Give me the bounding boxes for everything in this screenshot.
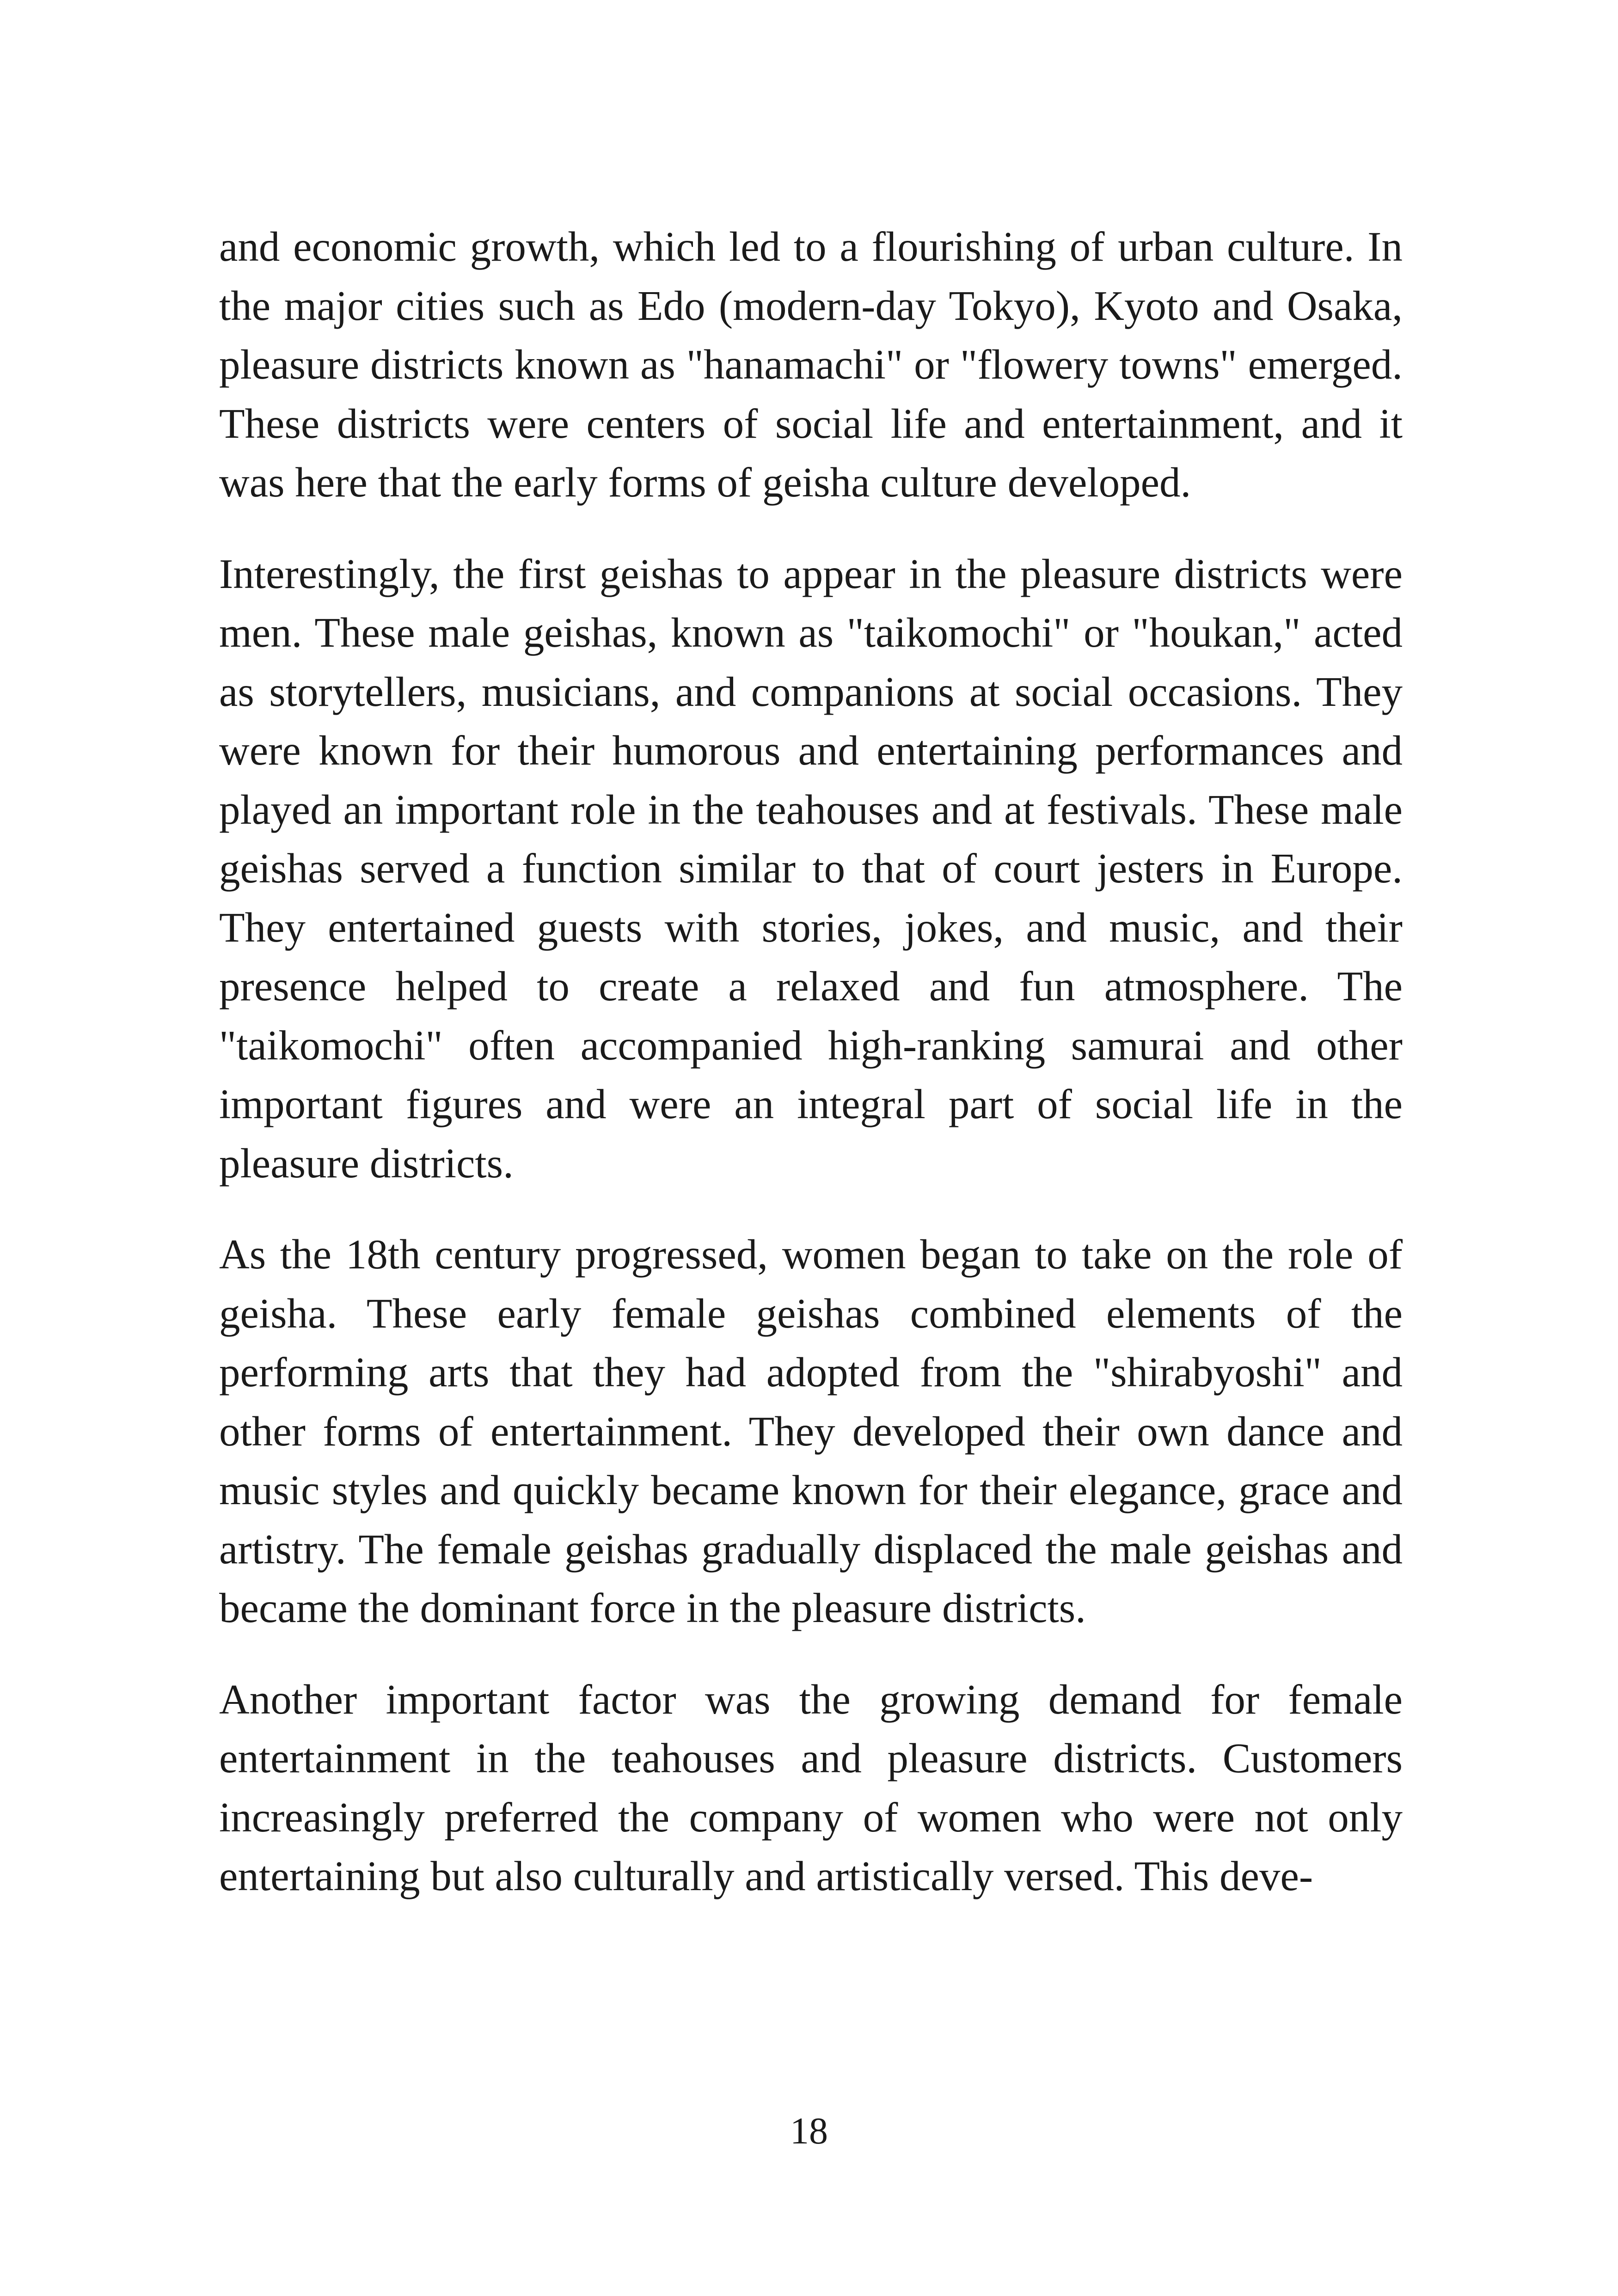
paragraph-2: Interestingly, the first geishas to appear in the pleasure districts were men. These male geishas, known as "taikomochi" or "houkan," acted as storytellers, musicians, and companions at social occasions. They were known for their humorous and entertaining performances and played an important role in the teahouses and at festivals. These male geishas served a function similar to that of court jesters in Europe. They entertained guests with stories, jokes, and music, and their presence helped to create a relaxed and fun atmosphere. The "taikomochi" often accompanied high-ranking samurai and other important figures and were an integral part of social life in the pleasure districts. xyxy=(219,550,1403,1187)
body-text xyxy=(219,217,1403,1938)
paragraph-3: As the 18th century progressed, women began to take on the role of geisha. These early female geishas combined elements of the performing arts that they had adopted from the "shirabyoshi" and other forms of entertainment. They developed their own dance and music styles and quickly became known for their elegance, grace and artistry. The female geishas gradually displaced the male geishas and became the dominant force in the pleasure districts. xyxy=(219,1231,1403,1631)
page-number: 18 xyxy=(790,2110,828,2152)
paragraph-4: Another important factor was the growing demand for female entertainment in the teahouses and pleasure districts. Customers increasingly preferred the company of women who were not only entertaining but also culturally and artistically versed. This deve- xyxy=(219,1676,1403,1899)
paragraph-1: and economic growth, which led to a flourishing of urban culture. In the major cities such as Edo (modern-day Tokyo), Kyoto and Osaka, pleasure districts known as "hanamachi" or "flowery towns" emerged. These districts were centers of social life and entertainment, and it was here that the early forms of geisha culture developed. xyxy=(219,223,1403,506)
